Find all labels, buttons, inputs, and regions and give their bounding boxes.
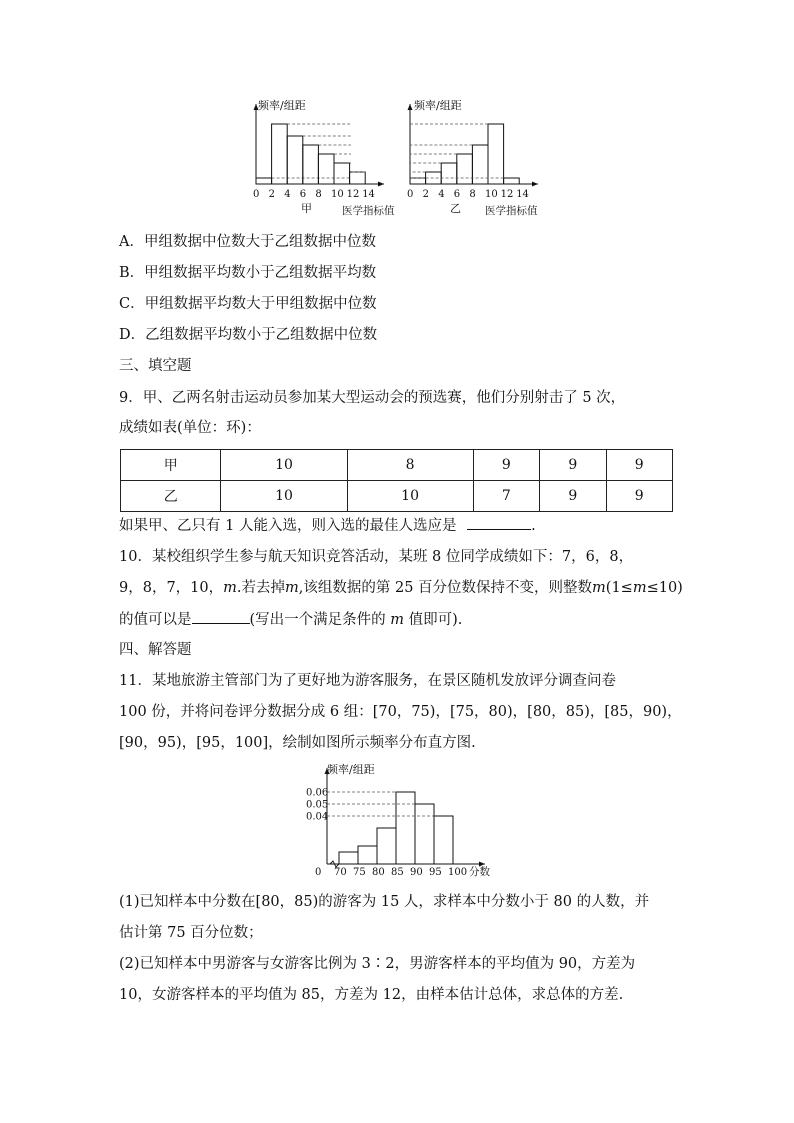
yi-bar: [457, 154, 473, 184]
jia-bar: [256, 178, 272, 184]
table-cell: 9: [540, 450, 606, 481]
jia-x-tick: 12: [346, 189, 360, 200]
yi-ylabel: 频率/组距: [414, 99, 462, 112]
table-cell: 9: [540, 481, 606, 512]
q10-var: m: [592, 580, 606, 596]
jia-ylabel: 频率/组距: [258, 99, 306, 112]
jia-bar: [272, 124, 288, 184]
q10-data-text: 9，8，7，10，: [119, 580, 224, 596]
q8-option-c: C．甲组数据平均数大于甲组数据中位数: [119, 296, 377, 312]
histogram-yi: [407, 104, 538, 200]
q10-var: m: [285, 580, 299, 596]
table-cell: 10: [347, 481, 473, 512]
q11-part2-line-1: (2)已知样本中男游客与女游客比例为 3∶2，男游客样本的平均值为 90，方差为: [119, 956, 636, 972]
q10-var: m: [223, 580, 237, 596]
yi-x-tick: 8: [469, 189, 476, 200]
q9-line-1: 9．甲、乙两名射击运动员参加某大型运动会的预选赛，他们分别射击了 5 次，: [119, 390, 626, 406]
yi-bar: [410, 178, 426, 184]
hist-x-tick: 90: [410, 867, 423, 878]
jia-x-tick: 0: [253, 189, 260, 200]
table-cell: 9: [606, 481, 672, 512]
hist-ylabel: 频率/组距: [327, 763, 375, 776]
table-cell: 10: [221, 450, 347, 481]
yi-x-arrow: [532, 182, 538, 187]
yi-x-tick: 6: [453, 189, 461, 200]
q11-histogram: [305, 760, 505, 880]
yi-x-tick: 0: [407, 189, 414, 200]
section-heading-solution: 四、解答题: [119, 642, 192, 658]
jia-bar: [287, 136, 303, 184]
table-cell: 甲: [121, 450, 221, 481]
q10-line-1: 10．某校组织学生参与航天知识竞答活动，某班 8 位同学成绩如下：7，6，8，: [119, 549, 634, 565]
q9-answer-line: [119, 515, 536, 536]
table-cell: 8: [347, 450, 473, 481]
yi-bar: [488, 124, 504, 184]
hist-bar: [434, 816, 453, 864]
yi-bar: [441, 163, 457, 184]
q10-text: 值即可).: [408, 612, 463, 628]
yi-xlabel: 医学指标值: [485, 205, 538, 217]
jia-x-tick: 14: [362, 189, 375, 200]
q9-answer-period: .: [531, 518, 536, 534]
q8-histogram-figure: [240, 94, 550, 220]
hist-bar: [415, 804, 434, 864]
hist-x-tick: 100: [448, 867, 468, 878]
table-cell: 10: [221, 481, 347, 512]
q9-answer-blank[interactable]: [467, 515, 531, 530]
yi-x-tick: 2: [422, 189, 429, 200]
jia-x-tick: 4: [284, 189, 291, 200]
q11-part2-line-2: 10，女游客样本的平均值为 85，方差为 12，由样本估计总体，求总体的方差.: [119, 987, 624, 1003]
hist-x-tick: 75: [353, 867, 366, 878]
jia-bar: [350, 172, 366, 184]
jia-x-tick: 10: [331, 189, 344, 200]
q11-line-1: 11．某地旅游主管部门为了更好地为游客服务，在景区随机发放评分调查问卷: [119, 673, 616, 689]
q11-histogram-bars: [306, 768, 485, 878]
yi-x-tick: 12: [500, 189, 514, 200]
hist-bar: [358, 846, 377, 864]
jia-bar: [303, 145, 319, 184]
hist-bar: [377, 828, 396, 864]
yi-x-tick: 10: [485, 189, 498, 200]
yi-y-arrow: [408, 104, 413, 110]
hist-bar: [396, 792, 415, 864]
jia-x-arrow: [378, 182, 384, 187]
q9-score-table: [120, 449, 673, 512]
jia-bar: [318, 154, 334, 184]
yi-x-tick: 4: [438, 189, 445, 200]
q10-line-3: [119, 609, 462, 630]
q11-part1-line-1: (1)已知样本中分数在[80，85)的游客为 15 人，求样本中分数小于 80 的人数，并: [119, 894, 650, 910]
q8-option-d: D．乙组数据平均数小于乙组数据中位数: [119, 327, 378, 343]
q11-line-2: 100 份，并将问卷评分数据分成 6 组：[70，75)，[75，80)，[80，85)，[85，90)，: [119, 704, 682, 720]
hist-x-tick: 85: [391, 867, 404, 878]
q10-text: .若去掉: [236, 580, 285, 596]
q10-text: 的值可以是: [119, 612, 192, 628]
q8-option-a: A．甲组数据中位数大于乙组数据中位数: [119, 234, 376, 250]
q11-part1-line-2: 估计第 75 百分位数；: [119, 925, 263, 941]
hist-y-tick: 0.04: [306, 811, 329, 823]
table-row: [121, 450, 673, 481]
hist-x-tick: 95: [429, 867, 442, 878]
q10-var: m: [390, 612, 405, 628]
yi-name: 乙: [450, 202, 461, 215]
hist-y-tick: 0.05: [306, 799, 329, 811]
hist-y-tick: 0.06: [306, 787, 329, 799]
jia-name: 甲: [301, 202, 312, 215]
q11-line-3: [90，95)，[95，100]，绘制如图所示频率分布直方图.: [119, 735, 476, 751]
table-cell: 乙: [121, 481, 221, 512]
q8-option-b: B．甲组数据平均数小于乙组数据平均数: [119, 265, 377, 281]
section-heading-fill-blank: 三、填空题: [119, 358, 192, 374]
histogram-jia: [253, 104, 384, 200]
jia-bar: [334, 163, 350, 184]
q10-answer-blank[interactable]: [192, 609, 250, 624]
hist-x-tick: 80: [372, 867, 385, 878]
jia-x-tick: 2: [268, 189, 275, 200]
yi-x-tick: 14: [516, 189, 529, 200]
q9-answer-text: 如果甲、乙只有 1 人能入选，则入选的最佳人选应是: [119, 518, 457, 534]
hist-origin: 0: [315, 867, 322, 878]
q10-text: (写出一个满足条件的: [249, 612, 386, 628]
q10-text: ≤10): [646, 580, 683, 596]
q9-line-2: 成绩如表(单位：环)：: [119, 420, 261, 436]
jia-x-tick: 8: [315, 189, 322, 200]
hist-xlabel: 分数: [469, 866, 490, 878]
q10-line-2: [119, 578, 683, 598]
jia-x-tick: 6: [299, 189, 307, 200]
table-cell: 9: [606, 450, 672, 481]
q10-var: m: [632, 580, 647, 596]
table-row: [121, 481, 673, 512]
jia-xlabel: 医学指标值: [342, 205, 395, 217]
hist-bar: [339, 852, 358, 864]
q10-text: ,该组数据的第 25 百分位数保持不变，则整数: [298, 580, 593, 596]
yi-bar: [504, 178, 520, 184]
table-cell: 9: [473, 450, 539, 481]
table-cell: 7: [473, 481, 539, 512]
hist-x-tick: 70: [334, 867, 347, 878]
q10-text: (1≤: [605, 580, 633, 596]
